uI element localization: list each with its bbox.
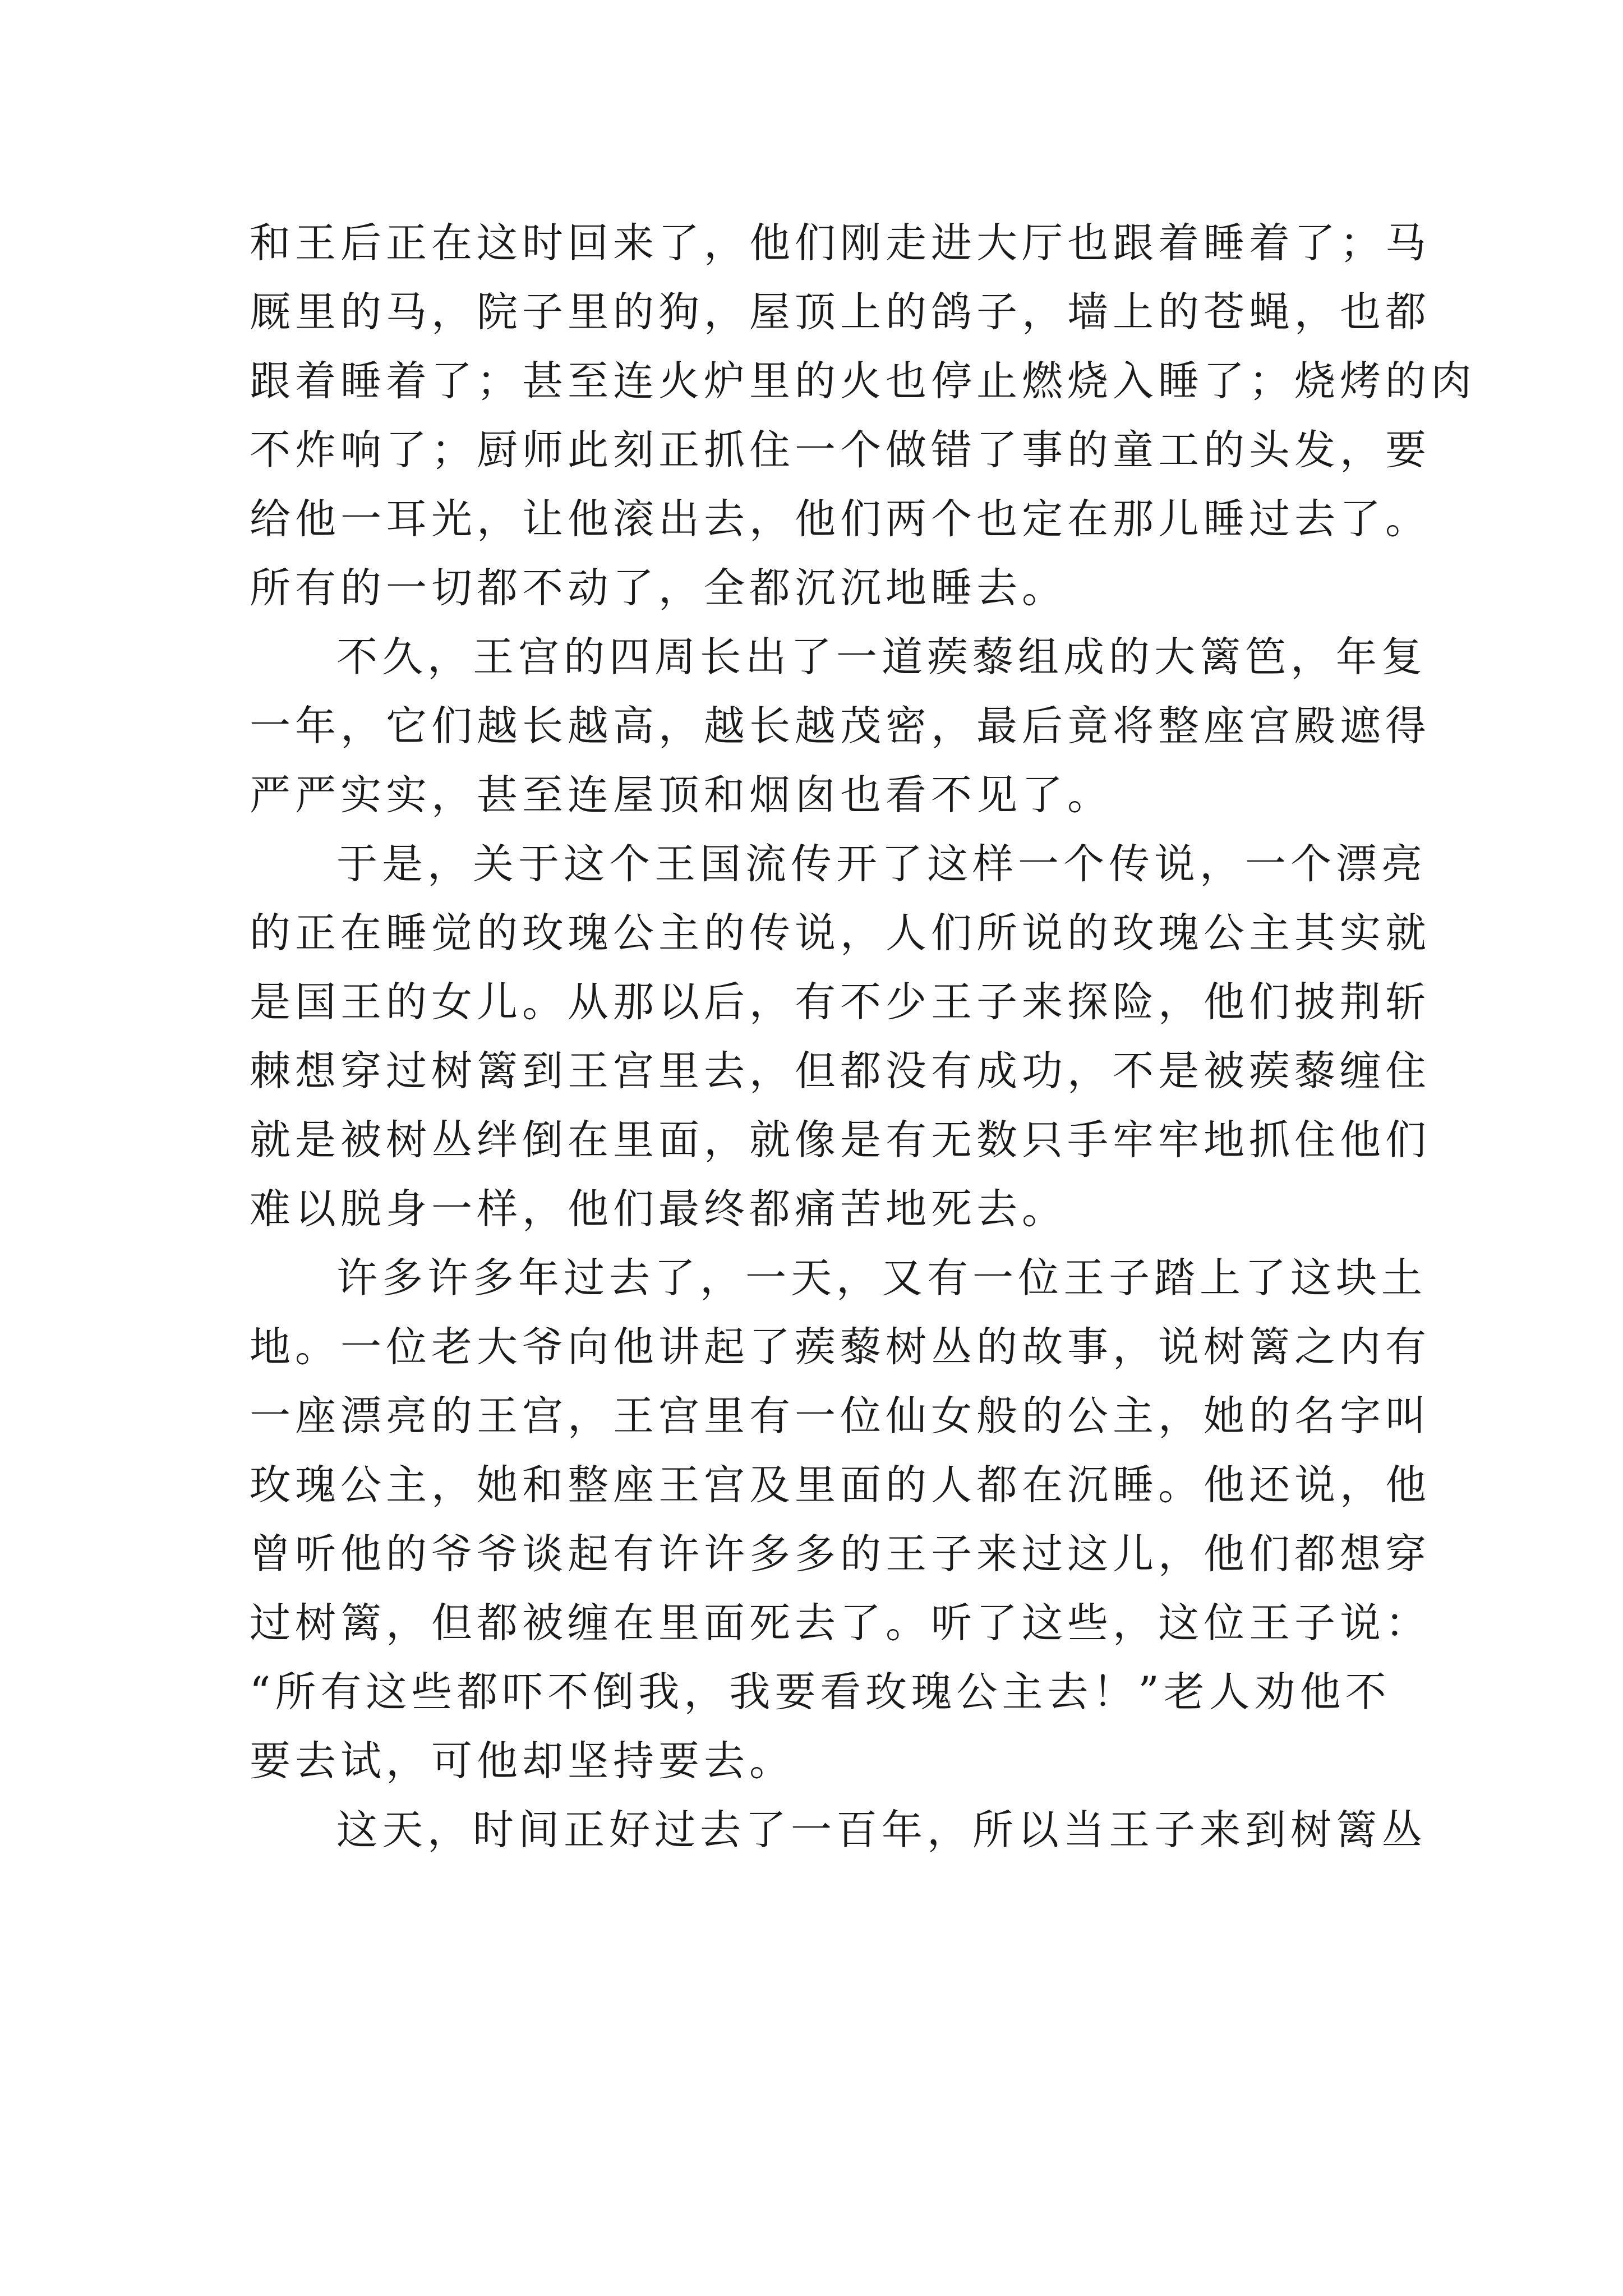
text-line: 难以脱身一样，他们最终都痛苦地死去。 — [250, 1185, 1067, 1233]
text-line: 的正在睡觉的玫瑰公主的传说，人们所说的玫瑰公主其实就 — [250, 909, 1431, 957]
text-line: 跟着睡着了；甚至连火炉里的火也停止燃烧入睡了；烧烤的肉 — [250, 357, 1476, 405]
paragraph-first-line: 许多许多年过去了，一天，又有一位王子踏上了这块土 — [336, 1254, 1427, 1302]
text-line: “所有这些都吓不倒我，我要看玫瑰公主去！”老人劝他不 — [250, 1668, 1391, 1716]
text-line: 地。一位老大爷向他讲起了蒺藜树丛的故事，说树篱之内有 — [250, 1323, 1431, 1371]
paragraph-first-line: 不久，王宫的四周长出了一道蒺藜组成的大篱笆，年复 — [336, 633, 1427, 681]
paragraph-first-line: 于是，关于这个王国流传开了这样一个传说，一个漂亮 — [336, 840, 1427, 888]
text-line: 一年，它们越长越高，越长越茂密，最后竟将整座宫殿遮得 — [250, 702, 1431, 750]
text-line: 棘想穿过树篱到王宫里去，但都没有成功，不是被蒺藜缠住 — [250, 1047, 1431, 1095]
text-line: 玫瑰公主，她和整座王宫及里面的人都在沉睡。他还说，他 — [250, 1461, 1431, 1509]
text-line: 是国王的女儿。从那以后，有不少王子来探险，他们披荆斩 — [250, 978, 1431, 1026]
text-line: 过树篱，但都被缠在里面死去了。听了这些，这位王子说： — [250, 1599, 1431, 1647]
text-line: 所有的一切都不动了，全都沉沉地睡去。 — [250, 564, 1067, 612]
paragraph-first-line: 这天，时间正好过去了一百年，所以当王子来到树篱丛 — [336, 1806, 1427, 1854]
text-line: 就是被树丛绊倒在里面，就像是有无数只手牢牢地抓住他们 — [250, 1116, 1431, 1164]
text-line: 要去试，可他却坚持要去。 — [250, 1737, 795, 1785]
text-line: 一座漂亮的王宫，王宫里有一位仙女般的公主，她的名字叫 — [250, 1392, 1431, 1440]
text-line: 给他一耳光，让他滚出去，他们两个也定在那儿睡过去了。 — [250, 495, 1431, 543]
body-text — [250, 209, 1476, 1865]
text-line: 不炸响了；厨师此刻正抓住一个做错了事的童工的头发，要 — [250, 426, 1431, 474]
text-line: 厩里的马，院子里的狗，屋顶上的鸽子，墙上的苍蝇，也都 — [250, 288, 1431, 336]
text-line: 严严实实，甚至连屋顶和烟囱也看不见了。 — [250, 771, 1113, 819]
text-line: 和王后正在这时回来了，他们刚走进大厅也跟着睡着了；马 — [250, 219, 1431, 267]
text-line: 曾听他的爷爷谈起有许许多多的王子来过这儿，他们都想穿 — [250, 1530, 1431, 1578]
